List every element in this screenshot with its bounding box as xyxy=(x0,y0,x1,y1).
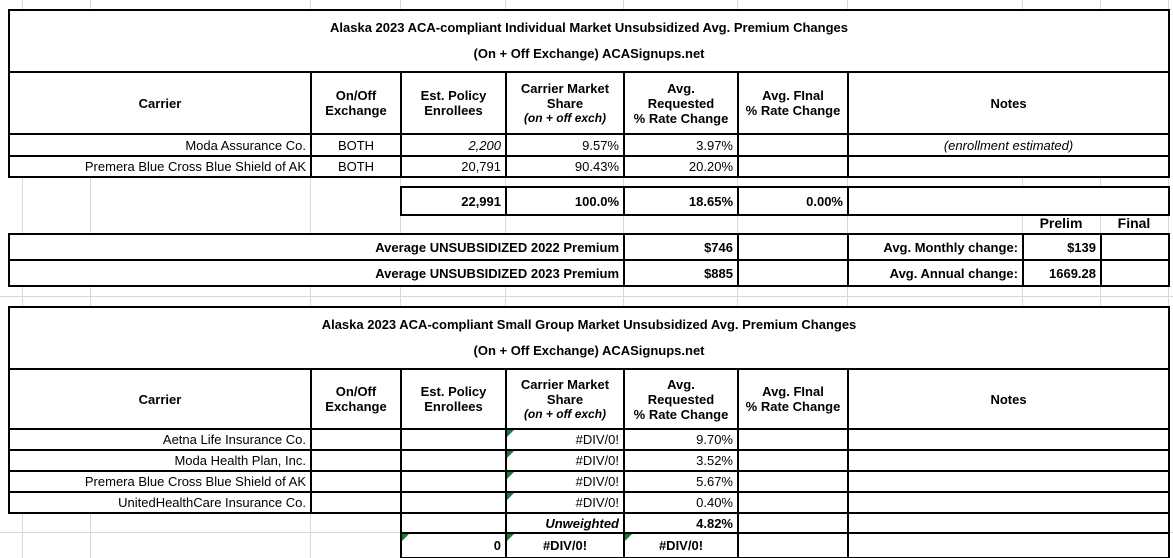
t1-total-final-cell[interactable]: 0.00% xyxy=(738,187,848,215)
t1-header-final[interactable] xyxy=(738,72,848,134)
t1-header-enrollees[interactable] xyxy=(401,72,506,134)
t2-row2-enrollees-cell[interactable] xyxy=(401,471,506,492)
t2-row1-exchange-cell[interactable] xyxy=(311,450,401,471)
error-indicator-icon xyxy=(507,534,514,541)
header-requested-line2: Requested xyxy=(647,95,715,111)
t1-row0-notes-cell[interactable]: (enrollment estimated) xyxy=(848,134,1169,156)
header-requested-line3: % Rate Change xyxy=(633,110,729,126)
header-requested-line2: Requested xyxy=(647,391,715,407)
header-share-line1: Carrier Market xyxy=(520,80,610,96)
header-final-line2: % Rate Change xyxy=(745,103,841,118)
error-indicator-icon xyxy=(507,493,514,500)
header-exchange-line2: Exchange xyxy=(325,399,387,414)
t1-row1-notes-cell[interactable] xyxy=(848,156,1169,177)
error-indicator-icon xyxy=(507,451,514,458)
error-indicator-icon xyxy=(402,534,409,541)
header-share-line3: (on + off exch) xyxy=(523,110,607,125)
t2-row2-exchange-cell[interactable] xyxy=(311,471,401,492)
header-requested-line1: Avg. xyxy=(667,376,695,392)
final-column-label[interactable]: Final xyxy=(1117,215,1151,231)
t2-unweighted-notes-cell[interactable] xyxy=(848,513,1169,533)
t1-total-requested-cell[interactable]: 18.65% xyxy=(624,187,738,215)
summary-row0-final-cell[interactable] xyxy=(738,234,848,260)
header-share-line1: Carrier Market xyxy=(520,376,610,392)
t2-row3-share-value: #DIV/0! xyxy=(575,495,619,510)
header-requested-line1: Avg. xyxy=(667,80,695,96)
t2-header-notes-label: Notes xyxy=(990,391,1027,407)
header-requested-line3: % Rate Change xyxy=(633,406,729,422)
t1-row0-carrier-cell[interactable]: Moda Assurance Co. xyxy=(9,134,311,156)
t1-row1-share-cell[interactable]: 90.43% xyxy=(506,156,624,177)
t2-row0-requested-cell[interactable]: 9.70% xyxy=(624,429,738,450)
t2-total-notes-cell[interactable] xyxy=(848,533,1169,558)
t1-title-line1: Alaska 2023 ACA-compliant Individual Market Unsubsidized Avg. Premium Changes xyxy=(330,20,848,35)
gridline-horizontal xyxy=(0,296,1173,297)
t2-row1-carrier-cell[interactable]: Moda Health Plan, Inc. xyxy=(9,450,311,471)
prelim-column-label[interactable]: Prelim xyxy=(1039,215,1083,231)
t2-row0-share-value: #DIV/0! xyxy=(575,432,619,447)
t2-row3-final-cell[interactable] xyxy=(738,492,848,513)
t2-header-carrier-label: Carrier xyxy=(138,391,182,407)
t2-row1-share-value: #DIV/0! xyxy=(575,453,619,468)
t2-row3-carrier-cell[interactable]: UnitedHealthCare Insurance Co. xyxy=(9,492,311,513)
error-indicator-icon xyxy=(625,534,632,541)
t1-total-share-cell[interactable]: 100.0% xyxy=(506,187,624,215)
t2-row2-share-cell[interactable] xyxy=(506,471,624,492)
t2-row2-requested-cell[interactable]: 5.67% xyxy=(624,471,738,492)
t2-total-requested-cell[interactable] xyxy=(624,533,738,558)
error-indicator-icon xyxy=(507,430,514,437)
t2-total-share-value: #DIV/0! xyxy=(542,538,588,553)
t2-total-enrollees-cell[interactable] xyxy=(401,533,506,558)
individual-market-totals xyxy=(400,186,1170,216)
summary-row1-value-cell[interactable]: $885 xyxy=(624,260,738,286)
summary-row0-final-change-cell[interactable] xyxy=(1101,234,1169,260)
t1-header-requested[interactable] xyxy=(624,72,738,134)
summary-row0-prelim-cell[interactable]: $139 xyxy=(1023,234,1101,260)
t2-unweighted-spacer-cell[interactable] xyxy=(401,513,506,533)
individual-market-table xyxy=(8,9,1170,178)
t2-row1-requested-cell[interactable]: 3.52% xyxy=(624,450,738,471)
small-group-market-table xyxy=(8,306,1170,514)
header-enrollees-line2: Enrollees xyxy=(424,399,483,414)
t2-row0-carrier-cell[interactable]: Aetna Life Insurance Co. xyxy=(9,429,311,450)
t2-row1-notes-cell[interactable] xyxy=(848,450,1169,471)
header-share-line2: Share xyxy=(546,391,584,407)
t2-row2-carrier-cell[interactable]: Premera Blue Cross Blue Shield of AK xyxy=(9,471,311,492)
header-exchange-line1: On/Off xyxy=(335,88,377,103)
header-enrollees-line2: Enrollees xyxy=(424,103,483,118)
header-share-line2: Share xyxy=(546,95,584,111)
t2-row2-share-value: #DIV/0! xyxy=(575,474,619,489)
t2-header-notes[interactable] xyxy=(848,369,1169,429)
t1-header-exchange[interactable] xyxy=(311,72,401,134)
header-enrollees-line1: Est. Policy xyxy=(420,384,487,399)
t2-total-requested-value: #DIV/0! xyxy=(658,538,704,553)
t1-total-notes-cell[interactable] xyxy=(848,187,1169,215)
t1-row0-exchange-cell[interactable]: BOTH xyxy=(311,134,401,156)
t1-title-line2: (On + Off Exchange) ACASignups.net xyxy=(473,46,705,61)
t2-unweighted-value-cell[interactable]: 4.82% xyxy=(624,513,738,533)
t1-total-enrollees-cell[interactable]: 22,991 xyxy=(401,187,506,215)
summary-row1-label-cell[interactable]: Average UNSUBSIDIZED 2023 Premium xyxy=(9,260,624,286)
t2-row0-exchange-cell[interactable] xyxy=(311,429,401,450)
t2-row3-share-cell[interactable] xyxy=(506,492,624,513)
t1-row1-enrollees-cell[interactable]: 20,791 xyxy=(401,156,506,177)
t2-title-line1: Alaska 2023 ACA-compliant Small Group Market Unsubsidized Avg. Premium Changes xyxy=(321,317,857,332)
t2-header-final[interactable] xyxy=(738,369,848,429)
premium-summary-table xyxy=(8,233,1170,287)
t2-header-enrollees[interactable] xyxy=(401,369,506,429)
header-exchange-line2: Exchange xyxy=(325,103,387,118)
t2-row3-exchange-cell[interactable] xyxy=(311,492,401,513)
summary-row0-value-cell[interactable]: $746 xyxy=(624,234,738,260)
t2-header-exchange[interactable] xyxy=(311,369,401,429)
t1-row0-requested-cell[interactable]: 3.97% xyxy=(624,134,738,156)
header-final-line1: Avg. FInal xyxy=(762,88,824,103)
t1-header-notes[interactable] xyxy=(848,72,1169,134)
t1-row1-requested-cell[interactable]: 20.20% xyxy=(624,156,738,177)
t1-row1-exchange-cell[interactable]: BOTH xyxy=(311,156,401,177)
summary-row1-final-change-cell[interactable] xyxy=(1101,260,1169,286)
header-enrollees-line1: Est. Policy xyxy=(420,88,487,103)
t2-row2-notes-cell[interactable] xyxy=(848,471,1169,492)
t1-header-share[interactable] xyxy=(506,72,624,134)
header-final-line2: % Rate Change xyxy=(745,399,841,414)
small-group-totals xyxy=(400,512,1170,558)
t2-row3-notes-cell[interactable] xyxy=(848,492,1169,513)
t2-unweighted-label-cell[interactable]: Unweighted xyxy=(506,513,624,533)
t2-total-enrollees-value: 0 xyxy=(493,538,501,553)
t2-row1-enrollees-cell[interactable] xyxy=(401,450,506,471)
t2-row0-share-cell[interactable] xyxy=(506,429,624,450)
error-indicator-icon xyxy=(507,472,514,479)
header-share-line3: (on + off exch) xyxy=(523,406,607,421)
t2-row1-share-cell[interactable] xyxy=(506,450,624,471)
summary-row1-final-cell[interactable] xyxy=(738,260,848,286)
t1-row0-final-cell[interactable] xyxy=(738,134,848,156)
t2-row0-final-cell[interactable] xyxy=(738,429,848,450)
t2-row3-enrollees-cell[interactable] xyxy=(401,492,506,513)
t2-row1-final-cell[interactable] xyxy=(738,450,848,471)
summary-row0-label-cell[interactable]: Average UNSUBSIDIZED 2022 Premium xyxy=(9,234,624,260)
t1-title-cell[interactable] xyxy=(9,10,1169,72)
t1-row1-final-cell[interactable] xyxy=(738,156,848,177)
t1-header-notes-label: Notes xyxy=(990,95,1027,111)
t2-row2-final-cell[interactable] xyxy=(738,471,848,492)
t1-row1-carrier-cell[interactable]: Premera Blue Cross Blue Shield of AK xyxy=(9,156,311,177)
header-exchange-line1: On/Off xyxy=(335,384,377,399)
t2-row0-enrollees-cell[interactable] xyxy=(401,429,506,450)
t2-title-cell[interactable] xyxy=(9,307,1169,369)
t2-total-final-cell[interactable] xyxy=(738,533,848,558)
t1-header-carrier[interactable] xyxy=(9,72,311,134)
t2-header-requested[interactable] xyxy=(624,369,738,429)
t2-total-share-cell[interactable] xyxy=(506,533,624,558)
t2-title-line2: (On + Off Exchange) ACASignups.net xyxy=(473,343,705,358)
t2-row0-notes-cell[interactable] xyxy=(848,429,1169,450)
t2-header-carrier[interactable] xyxy=(9,369,311,429)
t2-unweighted-final-cell[interactable] xyxy=(738,513,848,533)
summary-row0-change-label-cell[interactable]: Avg. Monthly change: xyxy=(848,234,1023,260)
summary-row1-prelim-cell[interactable]: 1669.28 xyxy=(1023,260,1101,286)
t1-row0-enrollees-cell[interactable]: 2,200 xyxy=(401,134,506,156)
summary-row1-change-label-cell[interactable]: Avg. Annual change: xyxy=(848,260,1023,286)
t2-header-share[interactable] xyxy=(506,369,624,429)
t2-row3-requested-cell[interactable]: 0.40% xyxy=(624,492,738,513)
t1-header-carrier-label: Carrier xyxy=(138,95,182,111)
header-final-line1: Avg. FInal xyxy=(762,384,824,399)
t1-row0-share-cell[interactable]: 9.57% xyxy=(506,134,624,156)
